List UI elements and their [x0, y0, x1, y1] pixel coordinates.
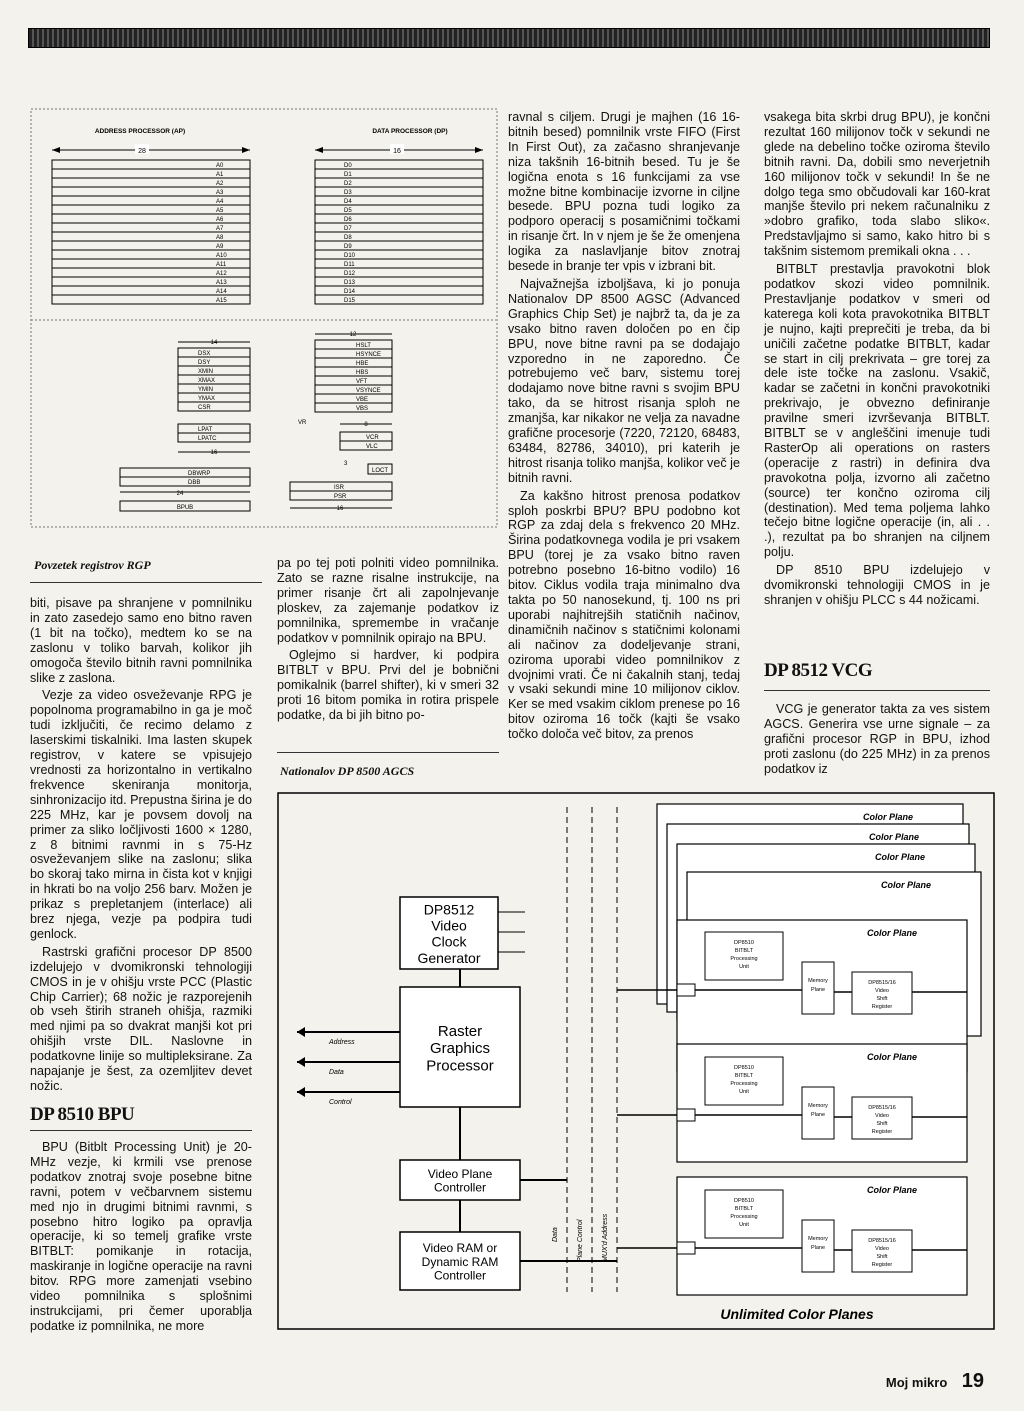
data-label: D4 — [344, 199, 352, 205]
data-label: D3 — [344, 190, 352, 196]
isr-label: PSR — [334, 494, 347, 500]
pattern-register — [178, 424, 250, 433]
address-label: A3 — [216, 190, 224, 196]
color-plane-label: Color Plane — [867, 1052, 918, 1062]
data-width-label: 16 — [393, 148, 401, 155]
sync-register — [315, 340, 392, 349]
color-plane-label: Color Plane — [863, 812, 914, 822]
vcg-label: Video — [431, 917, 467, 934]
unlimited-color-planes-caption: Unlimited Color Planes — [720, 1306, 874, 1322]
address-label: A10 — [216, 253, 227, 259]
data-register — [315, 196, 483, 205]
sync-label: HBE — [356, 361, 369, 367]
rgp-label: Graphics — [429, 1040, 491, 1058]
heading-dp8512-rule — [764, 690, 990, 691]
pattern-label: LPATC — [198, 436, 217, 442]
bpu-label: BITBLT — [734, 948, 754, 954]
window-register — [178, 384, 250, 393]
caption1-rule — [30, 582, 262, 583]
bpu-label: DP8510 — [734, 940, 754, 946]
bpu-label: Processing — [730, 956, 758, 962]
data-label: D8 — [344, 235, 352, 241]
data-label: D11 — [344, 262, 355, 268]
sync-label: VFT — [356, 379, 368, 385]
data-register — [315, 250, 483, 259]
page-footer — [886, 1370, 984, 1393]
data-register — [315, 286, 483, 295]
memory-plane-label: Memory — [808, 1103, 828, 1109]
address-label: A2 — [216, 181, 224, 187]
data-label: D9 — [344, 244, 352, 250]
data-label: D14 — [344, 289, 356, 295]
vr-label: VR — [298, 420, 307, 426]
bus-control-label: Control — [329, 1099, 352, 1106]
paragraph: BPU (Bitblt Processing Unit) je 20-MHz vezje, ki krmili vse prenose podatkov znotraj svoje posebne bitne ravni, potem v večbarvnem sistemu med njo in drugimi bitnimi ravnmi, s posebno hitro logiko pa opravlja operacije, ki so temelj grafike vrste BITBLT: pomikanje in rotacija, maskiranje in logične operacije na ravni bitov. RPG more zamenjati vsebino video pomnilnika s splošnimi instrukcijami, pri čemer uporablja podatke iz pomnilnika, ne more — [30, 1140, 252, 1333]
heading-dp8510: DP 8510 BPU — [30, 1104, 135, 1125]
bpu-label: BITBLT — [734, 1073, 754, 1079]
vsr-label: Shift — [876, 1254, 888, 1260]
address-label: A11 — [216, 262, 227, 268]
left-column-text-1 — [30, 596, 252, 1097]
address-label: A15 — [216, 298, 227, 304]
data-processor-title: DATA PROCESSOR (DP) — [372, 128, 448, 135]
sync-register — [315, 403, 392, 412]
sync-label: HSLT — [356, 343, 371, 349]
address-label: A1 — [216, 172, 224, 178]
paragraph: Vezje za video osveževanje RPG je popolnoma programabilno in ga je moč tudi izključiti, če recimo delamo z laserskimi tiskalniki. Ima lasten skupek registrov, v katere se vpisujejo vrednosti za horizontalno in vertikalno frekvence skeniranja monitorja, sinhronizacijo itd. Prepustna širina je do 225 MHz, kar je povsem dovolj na primer za sliko ločljivosti 1600 × 1280, z 8 bitnimi ravnmi in s 75-Hz osveževanjem slike na zaslonu; slika bo skoraj tako mirna in čista kot v knjigi in hkrati bo na voljo 256 barv. Možen je prikaz s prepletanjem (interlace) ali brez njega, vezje pa podpira tudi genlock. — [30, 688, 252, 941]
vsr-label: Register — [871, 1004, 893, 1010]
mux-box — [677, 1109, 695, 1121]
magazine-name: Moj mikro — [885, 1375, 948, 1390]
vertical-plane-control-label: Plane Control — [577, 1219, 584, 1262]
vsr-label: DP8515/16 — [868, 1105, 896, 1111]
vcg-label: Clock — [431, 933, 467, 950]
agcs-block-diagram — [277, 792, 995, 1330]
data-register — [315, 259, 483, 268]
right-column-text-2 — [764, 702, 990, 780]
data-register — [315, 178, 483, 187]
bpu-label: BITBLT — [734, 1206, 754, 1212]
data-register — [315, 295, 483, 304]
data-label: D0 — [344, 163, 352, 169]
vcr-label: VLC — [366, 444, 378, 450]
address-processor-title: ADDRESS PROCESSOR (AP) — [94, 128, 186, 135]
window-register — [178, 402, 250, 411]
vertical-mux-address-label: MUX'd Address — [602, 1213, 609, 1262]
bpub-width-label: 24 — [176, 491, 184, 497]
bpu-label: Unit — [739, 1089, 749, 1095]
sync-register — [315, 367, 392, 376]
heading-dp8510-rule — [30, 1130, 252, 1131]
vsr-label: Shift — [876, 996, 888, 1002]
address-label: A14 — [216, 289, 227, 295]
paragraph: VCG je generator takta za ves sistem AGCS. Generira vse urne signale – za grafični procesor RGP in BPU, izhod proti zaslonu (do 225 MHz) in za prenos podatkov iz — [764, 702, 990, 776]
color-plane-label: Color Plane — [867, 928, 918, 938]
left-column-text-2 — [30, 1140, 252, 1337]
top-decorative-bar — [28, 28, 990, 48]
window-label: YMIN — [198, 387, 213, 393]
memory-plane-label: Plane — [810, 987, 826, 993]
color-plane-label: Color Plane — [881, 880, 932, 890]
db-register — [120, 477, 250, 486]
bpu-label: Processing — [730, 1214, 758, 1220]
figure1-caption: Povzetek registrov RGP — [34, 558, 151, 572]
right-column-text — [764, 110, 990, 611]
sync-label: VSYNCE — [356, 388, 381, 394]
vcr-label: VCR — [366, 435, 379, 441]
sync-register — [315, 358, 392, 367]
memory-plane-label: Plane — [810, 1112, 826, 1118]
window-label: XMAX — [198, 378, 216, 384]
window-register — [178, 348, 250, 357]
sync-width-label: 12 — [349, 332, 357, 338]
paragraph: DP 8510 BPU izdelujejo v dvomikronski tehnologiji CMOS in je shranjen v ohišju PLCC s 44 nožicami. — [764, 563, 990, 607]
paragraph: BITBLT prestavlja pravokotni blok podatkov skozi video pomnilnik. Prestavljanje podatkov v smeri od katerega koli kota pravokotnika BITBLT je nujno, kajti preprečiti je treba, da bi uničili začetne podatke BITBLT, kadar se start in cilj prekrivata – gre torej za dele iste točke na zaslonu. Vsakič, kadar se začetni in končni pravokotniki prekrivajo, je obvezno definiranje pravilne smeri izvrševanja BITBLT. BITBLT se v angleščini imenuje tudi RasterOp ali operations on rasters (operacije z rastri) in definira dva pravokotna polja, izvorno ali začetno (source) ter končno oziroma cilj (destination). Med tema poljema lahko tečejo bitne logične operacije (in, ali . . .), rezultat pa bo shranjen na ciljnem polju. — [764, 262, 990, 560]
window-label: DSY — [198, 360, 211, 366]
sync-label: HBS — [356, 370, 369, 376]
data-label: D6 — [344, 217, 352, 223]
address-label: A0 — [216, 163, 224, 169]
data-register — [315, 169, 483, 178]
sync-label: HSYNCE — [356, 352, 382, 358]
pattern-label: LPAT — [198, 427, 213, 433]
vsr-label: Register — [871, 1262, 893, 1268]
bus-address-label: Address — [329, 1039, 355, 1046]
data-label: D13 — [344, 280, 356, 286]
db-label: DBWRP — [188, 471, 211, 477]
mux-box — [677, 984, 695, 996]
color-plane-label: Color Plane — [875, 852, 926, 862]
address-label: A4 — [216, 199, 224, 205]
mux-box — [677, 1242, 695, 1254]
color-plane-label: Color Plane — [869, 832, 920, 842]
loct-label: LOCT — [371, 468, 389, 474]
data-label: D1 — [344, 172, 352, 178]
caption2-rule — [277, 752, 499, 753]
middle-column-text — [508, 110, 740, 745]
memory-plane-label: Plane — [810, 1245, 826, 1251]
window-register — [178, 366, 250, 375]
vsr-label: Register — [871, 1129, 893, 1135]
paragraph: Najvažnejša izboljšava, ki jo ponuja Nationalov DP 8500 AGSC (Advanced Graphics Chip Set) je najbrž ta, da je za vsako bitno raven določen po en čip BPU, nove bitne ravni pa se dodajajo vzporedno in ne zaporedno. Če potrebujemo več barv, sistemu torej dodajamo nove bitne ravni s svojim BPU tako, da se hitrost risanja sploh ne zmanjša, kar nikakor ne velja za navadne grafične procesorje (7220, 72120, 68483, 63484, 82786, 34010), pri katerih je hitrost risanja toliko manjša, kolikor več je bitnih ravni. — [508, 276, 740, 485]
data-label: D5 — [344, 208, 352, 214]
address-label: A6 — [216, 217, 224, 223]
heading-dp8512: DP 8512 VCG — [764, 660, 873, 681]
data-register — [315, 241, 483, 250]
data-label: D15 — [344, 298, 356, 304]
bpu-label: Processing — [730, 1081, 758, 1087]
data-register — [315, 187, 483, 196]
db-label: DBB — [188, 480, 201, 486]
sync-register — [315, 376, 392, 385]
data-label: D2 — [344, 181, 352, 187]
paragraph: Za kakšno hitrost prenosa podatkov sploh poskrbi BPU? BPU podobno kot RGP za zdaj dela s frekvenco 20 MHz. Širina podatkovnega vodila je pri vsakem BPU (torej je za vsako bitno raven potrebno posebno 16-bitno vodilo) 16 bitov. Ciklus vodila traja minimalno dva takta po 50 nanosekund, tj. 100 ns pri uporabi najhitrejših statičnih načinov, dinamičnih načinov s statičnimi kolonami ali načinov za dodeljevanje strani, oziroma uporabi video pomnilnikov z dvojnimi vrati. Če ni čakalnih stanj, tedaj v vsaki sekundi mine 10 milijonov ciklov. Ker se med vsakim ciklom prenese po 16 bitov oziroma 16 točk (kajti še vsako točko določa več bitov, za prenos — [508, 488, 740, 742]
vsr-label: Video — [875, 1246, 889, 1252]
memory-plane-label: Memory — [808, 978, 828, 984]
db-register — [120, 468, 250, 477]
data-register — [315, 214, 483, 223]
address-label: A7 — [216, 226, 224, 232]
sync-label: VBS — [356, 406, 369, 412]
bpu-label: Unit — [739, 964, 749, 970]
pat-width-label: 16 — [210, 450, 218, 456]
address-width-label: 28 — [138, 148, 146, 155]
vsr-label: DP8515/16 — [868, 1238, 896, 1244]
address-label: A12 — [216, 271, 227, 277]
window-label: DSX — [198, 351, 211, 357]
vpc-label: Video Plane — [427, 1166, 493, 1181]
window-width-label: 14 — [210, 340, 218, 346]
bus-data-label: Data — [329, 1069, 344, 1076]
rgp-label: Raster — [437, 1022, 483, 1040]
figure2-title-caption: Nationalov DP 8500 AGCS — [280, 764, 415, 778]
sync-register — [315, 394, 392, 403]
data-register — [315, 268, 483, 277]
address-label: A5 — [216, 208, 224, 214]
paragraph: vsakega bita skrbi drug BPU), je končni rezultat 160 milijonov točk v sekundi ne glede na debelino točke oziroma število bitnih ravni. Da, dobili smo neverjetnih 160 milijonov točk v sekundi! In še ne dolgo tega smo občudovali kar 160-krat manjše število pri nekem računalniku z »dobro grafiko, toda slabo sliko«. Predstavljajmo si samo, kako hitro bi s takšnim sistemom premikali okna . . . — [764, 110, 990, 259]
data-label: D7 — [344, 226, 352, 232]
sync-label: VBE — [356, 397, 369, 403]
paragraph: biti, pisave pa shranjene v pomnilniku in zato zasedejo samo eno bitno raven (1 bit na točko), medtem ko se na zaslonu v toliko barvah, kolikor jih omogoča število bitnih ravni pomnilnika slike z zaslona. — [30, 596, 252, 685]
vram-label: Dynamic RAM — [421, 1254, 499, 1269]
address-label: A13 — [216, 280, 227, 286]
vertical-data-label: Data — [552, 1227, 559, 1242]
isr-label: ISR — [334, 485, 345, 491]
vsr-label: Video — [875, 1113, 889, 1119]
data-label: D12 — [344, 271, 356, 277]
window-label: YMAX — [198, 396, 216, 402]
data-label: D10 — [344, 253, 356, 259]
isr-width-label: 16 — [336, 506, 344, 512]
vpc-label: Controller — [433, 1180, 487, 1195]
data-register — [315, 205, 483, 214]
page-number: 19 — [961, 1370, 984, 1392]
vsr-label: Video — [875, 988, 889, 994]
address-label: A8 — [216, 235, 224, 241]
vram-label: Video RAM or — [422, 1241, 498, 1256]
address-label: A9 — [216, 244, 224, 250]
vsr-label: Shift — [876, 1121, 888, 1127]
loct-width-label: 3 — [344, 461, 348, 467]
paragraph: pa po tej poti polniti video pomnilnika. Zato se razne risalne instrukcije, na primer risanje črt ali zapolnjevanje ploskev, za zajemanje podatkov iz pomnilnika, spremembe in vračanje podatkov v pomnilnik opirajo na BPU. — [277, 556, 499, 645]
bpu-label: DP8510 — [734, 1065, 754, 1071]
vsr-label: DP8515/16 — [868, 980, 896, 986]
data-register — [315, 232, 483, 241]
paragraph: Oglejmo si hardver, ki podpira BITBLT v BPU. Prvi del je bobnični pomikalnik (barrel shifter), ki v smeri 32 proti 16 bitom pomika in rotira prispele podatke, da bi jih bitno po- — [277, 648, 499, 723]
window-label: CSR — [198, 405, 211, 411]
color-plane-label: Color Plane — [867, 1185, 918, 1195]
rgp-label: Processor — [426, 1057, 494, 1075]
vram-label: Controller — [433, 1268, 487, 1283]
data-register — [315, 223, 483, 232]
paragraph: Rastrski grafični procesor DP 8500 izdelujejo v dvomikronski tehnologiji CMOS in je v ohišju vrste PCC (Plastic Chip Carrier); 68 nožic je razporejenih ob vseh štirih straneh ohišja, razmiki med njimi pa so dvakrat manjši kot pri ohišjih vrste DIL. Naslovne in podatkovne linije so multipleksirane. Za napajanje je šest, za ozemljitev devet nožic. — [30, 944, 252, 1093]
middle-short-column-text — [277, 556, 499, 726]
data-register — [315, 277, 483, 286]
vr-width-label: 8 — [364, 422, 368, 428]
window-register — [178, 357, 250, 366]
data-register — [315, 160, 483, 169]
bpu-label: DP8510 — [734, 1198, 754, 1204]
vcg-label: DP8512 — [423, 901, 475, 918]
bpu-label: Unit — [739, 1222, 749, 1228]
bpub-label: BPUB — [176, 505, 194, 511]
window-label: XMIN — [198, 369, 213, 375]
vcg-label: Generator — [417, 949, 481, 966]
paragraph: ravnal s ciljem. Drugi je majhen (16 16-bitnih besed) pomnilnik vrste FIFO (First In First Out), za začasno shranjevanje niza takšnih 16-bitnih besed. Tu je še logična enota s 16 funkcijami za vse možne bitne kombinacije izvorne in ciljne besede. BPU pozna tudi logiko za podporo operacij s posamičnimi točkami in risanje črt. In v njem je še že omenjena logika za naslavljanje bitov znotraj besede in branje ter vpis v izbrani bit. — [508, 110, 740, 274]
register-diagram — [30, 108, 498, 528]
memory-plane-label: Memory — [808, 1236, 828, 1242]
